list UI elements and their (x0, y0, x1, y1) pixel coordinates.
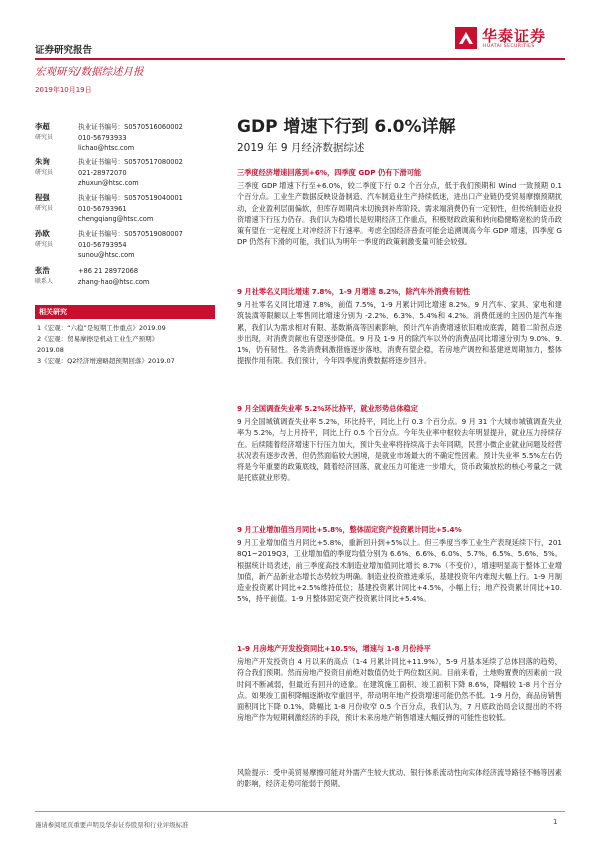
analyst-name: 李超 (35, 122, 50, 131)
related-item[interactable]: 2019.08 (37, 346, 64, 354)
logo-chinese-name: 华泰证券 (482, 27, 547, 45)
report-category: 宏观研究/数据综述月报 (35, 66, 144, 78)
analyst-role: 研究员 (35, 204, 54, 212)
analyst-contact (78, 157, 183, 189)
analyst-license: 执业证书编号：S0570519040001 (78, 194, 183, 202)
page-subtitle: 2019 年 9 月经济数据综述 (237, 142, 365, 154)
analyst-license: 执业证书编号：S0570516060002 (78, 123, 183, 131)
section-body: 房地产开发投资自 4 月以来的高点（1-4 月累计同比+11.9%），5-9 月基本延续了总体回落的趋势，符合我们预期。然而房地产投资目前绝对数值仍处于两位数区间。目前来看，土地购置费的因素前一段时间不断减弱，但最近有回升的迹象。在建筑施工面积、竣工面积下降 8.6%，降幅较 1-8 月个百分点。如果竣工面积降幅逐渐收窄重回平，带动明年地产投资增速可能仍然不低。1-9 月份，商品房销售面积同比下降 0.1%，降幅比 1-8 月份收窄 0.5 个百分点，我们认为，7 月底政治局会议提出的不将房地产作为短期刺激经济的手段，预计未来房地产销售增速大幅反弹的可能性也较低。 (237, 657, 562, 723)
analyst-block (35, 266, 235, 287)
analyst-phone: 010-56793933 (78, 133, 127, 142)
analyst-email[interactable]: lichao@htsc.com (78, 144, 135, 152)
huatai-logo-icon (455, 27, 477, 49)
section-body: 9 月全国城镇调查失业率 5.2%，环比持平，同比上行 0.3 个百分点。9 月 31 个大城市城镇调查失业率为 5.2%，与上月持平，同比上行 0.5 个百分点。今年失业率中枢较去年明显提升，就业压力持续存在。后续随着经济增速下行压力加大，预计失业率将持续高于去年同期，民营小微企业就业问题及经营状况表有逐步改善，但仍然面临较大困境，是就业市场最大的不确定性因素。预计失业率 5.5%左右仍将是今年重要的政策底线，随着经济回落，就业压力可能进一步增大，货币政策放松的核心考量之一就是托底就业形势。 (237, 417, 562, 483)
analyst-name: 张浩 (35, 266, 50, 275)
analyst-role: 联系人 (35, 277, 54, 285)
report-type: 证券研究报告 (35, 45, 93, 56)
analyst-block (35, 122, 235, 152)
analyst-license: 执业证书编号：S0570517080002 (78, 158, 183, 166)
section-heading: 1-9 月房地产开发投资同比+10.5%，增速与 1-8 月份持平 (237, 644, 431, 653)
analyst-contact (78, 122, 183, 154)
related-research (35, 305, 215, 367)
analyst-name: 孙欧 (35, 229, 50, 238)
section-heading: 9 月工业增加值当月同比+5.8%，整体固定资产投资累计同比+5.4% (237, 525, 462, 534)
section-heading: 三季度经济增速回落到+6%，四季度 GDP 仍有下滑可能 (237, 168, 422, 177)
section-industry (237, 525, 562, 605)
analyst-block (35, 229, 235, 259)
analyst-email[interactable]: zhuxun@htsc.com (78, 179, 139, 187)
footer-disclaimer: 谨请参阅尾页重要声明及华泰证券股票和行业评级标准 (35, 821, 189, 829)
analyst-name: 程强 (35, 193, 50, 202)
section-body: 9 月工业增加值当月同比+5.8%，重新回升到+5%以上。但三季度当季工业生产表现延续下行，2018Q1~2019Q3，工业增加值的季度均值分别为 6.6%、6.6%、6.0%、5.7%、6.5%、5.6%、5%。根据统计局表述，前三季度高技术制造业增加值同比增长 8.7%（不变价），增速明显高于整体工业增加值，新产品新业态增长态势较为明确。制造业投资推进乘乐，基建投资年内难现大幅上行。1-9 月制造业投资累计同比+2.5%维持低位；基建投资累计同比+4.5%，小幅上行；地产投资累计同比+10.5%，持平前值。1-9 月整体固定资产投资累计同比+5.4%。 (237, 538, 562, 604)
section-heading: 9 月全国调查失业率 5.2%环比持平，就业形势总体稳定 (237, 404, 418, 413)
analyst-phone: 010-56793961 (78, 204, 127, 213)
analyst-name: 朱询 (35, 157, 50, 166)
analyst-license: 执业证书编号：S0570519080007 (78, 230, 183, 238)
analyst-contact (78, 193, 183, 225)
analyst-phone: 010-56793954 (78, 240, 127, 249)
section-employment (237, 404, 562, 484)
logo-english-name: HUATAI SECURITIES (483, 44, 535, 49)
company-logo (455, 25, 565, 55)
section-heading: 9 月社零名义同比增速 7.8%，1-9 月增速 8.2%，除汽车外消费有韧性 (237, 287, 471, 296)
section-consumption (237, 287, 562, 367)
section-gdp (237, 168, 562, 248)
footer-divider (35, 811, 565, 812)
related-item[interactable]: 2《宏观：贸易摩擦是机动工业生产预期》 (37, 335, 159, 343)
page-number: 1 (553, 818, 558, 826)
related-research-heading: 相关研究 (35, 305, 215, 319)
header-divider (35, 58, 565, 60)
analyst-block (35, 193, 235, 223)
analyst-contact (78, 229, 183, 261)
risk-warning: 风险提示：受中美贸易摩擦可能对外需产生较大扰动、银行体系流动性向实体经济流导路径不畅等因素的影响，经济走势可能弱于预期。 (237, 768, 562, 789)
analyst-email[interactable]: chengqiang@htsc.com (78, 215, 154, 223)
report-date: 2019年10月19日 (35, 86, 92, 94)
section-real-estate (237, 644, 562, 724)
page-title: GDP 增速下行到 6.0%详解 (237, 117, 456, 137)
section-body: 三季度 GDP 增速下行至+6.0%，较二季度下行 0.2 个百分点，低于我们预期和 Wind 一致预期 0.1 个百分点。工业生产数据反映设备制造、汽车制造业生产持续低迷，进出口产业链仍受贸易摩擦预期扰动，企业盈利层面偏软，但库存周期尚未切换到补库阶段。需求端消费仍有一定韧性，但传统制造业投资增速下行压力仍存。我们认为稳增长是短期经济工作重点，积极财政政策和转向稳健略宽松的货币政策有望在一定程度上对冲经济下行速率。考虑全国经济普查可能会追溯调高今年 GDP 增速，四季度 GDP 仍然有下滑的可能，我们认为明年一季度的政策刺激变量可能会较强。 (237, 181, 562, 247)
related-item[interactable]: 3《宏观：Q2经济增速略超预期回落》2019.07 (37, 357, 175, 365)
section-body: 9 月社零名义同比增速 7.8%，前值 7.5%，1-9 月累计同比增速 8.2%。9 月汽车、家具、家电和建筑装潢等限额以上零售同比增速分别为 -2.2%、6.3%、5.4%和 4.2%。消费低迷的主因仍是汽车拖累，我们认为需求相对有限、基数渐高等因素影响，预计汽车消费增速依旧难成底需，随着二阶拐点逐步出现，对消费贡献也有望逐步降低。9 月及 1-9 月的除汽车以外的消费品同比增速分别为 9.0%、9.1%，仍有韧性。各类消费刺激措施逐步落地，消费有望企稳，若房地产调控和基建逆周期加力，整体提振作用有限。我们预计，今年四季度消费数据将逐步回升。 (237, 300, 562, 366)
analyst-phone: 021-28972070 (78, 168, 127, 177)
analyst-role: 研究员 (35, 168, 54, 176)
analyst-block (35, 157, 235, 187)
analyst-contact (78, 266, 149, 287)
analyst-email[interactable]: zhang-hao@htsc.com (78, 277, 150, 286)
analyst-email[interactable]: sunou@htsc.com (78, 251, 135, 259)
analyst-phone: +86 21 28972068 (78, 267, 139, 275)
related-item[interactable]: 1《宏观：“六稳”是短期工作重点》2019.09 (37, 324, 166, 332)
analyst-role: 研究员 (35, 133, 54, 141)
analyst-role: 研究员 (35, 240, 54, 248)
